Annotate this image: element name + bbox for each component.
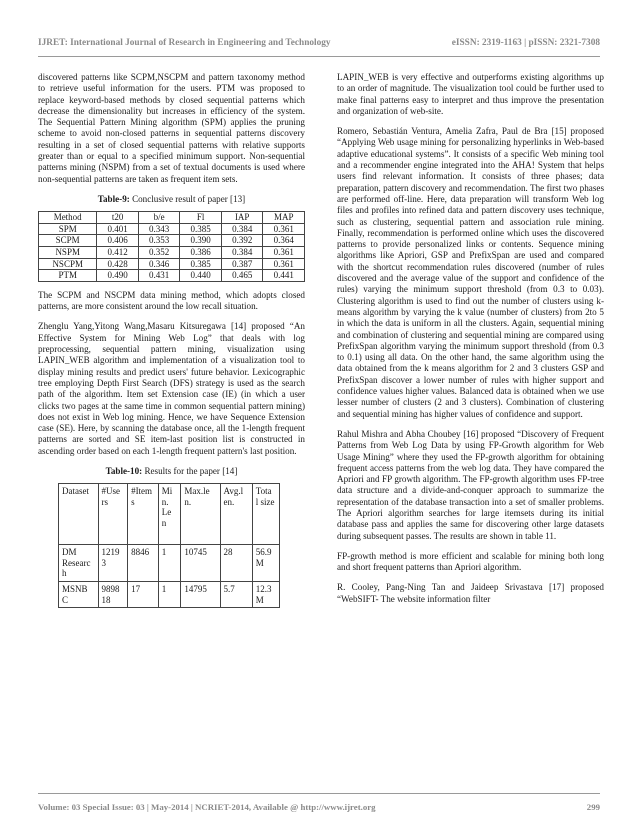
table-cell: 0.412	[97, 247, 139, 259]
table-cell: NSCPM	[39, 258, 97, 270]
table-cell: PTM	[39, 270, 97, 282]
table-cell: 0.361	[263, 223, 305, 235]
left-paragraph-1: discovered patterns like SCPM,NSCPM and pattern taxonomy method to retrieve useful information for the users. PTM was proposed to replace keyword-based methods by closed sequential patterns which decrease the dimensionality but increases in efficiency of the system. The Sequential Pattern Mining algorithm (SPM) applies the pruning scheme to avoid non-closed patterns in sequential patterns discovery resulting in a set of closed sequential patterns with relative supports greater than or equal to a specified minimum support. Non-sequential patterns mining (NSPM) from a set of textual documents is used where non-sequential patterns are taken as frequent item sets.	[38, 72, 305, 184]
right-column	[337, 72, 604, 614]
table-cell: 0.440	[180, 270, 222, 282]
table-cell: 8846	[128, 545, 159, 582]
table-cell: 0.390	[180, 235, 222, 247]
table-cell: 0.361	[263, 258, 305, 270]
table-9-caption-text: Conclusive result of paper [13]	[129, 193, 246, 204]
table-cell: 0.465	[221, 270, 263, 282]
table-cell: 0.441	[263, 270, 305, 282]
table-cell: 1	[158, 545, 181, 582]
table-cell: 0.352	[138, 247, 180, 259]
table-cell: 0.353	[138, 235, 180, 247]
table-cell: 0.364	[263, 235, 305, 247]
table-row	[59, 582, 280, 608]
table-cell: 0.346	[138, 258, 180, 270]
table-10-caption-label: Table-10:	[105, 465, 143, 476]
table-cell: 0.401	[97, 223, 139, 235]
table-cell: MSNB C	[59, 582, 99, 608]
table-10-caption-text: Results for the paper [14]	[142, 465, 238, 476]
table-header-cell: Dataset	[59, 484, 99, 545]
table-cell: 0.385	[180, 258, 222, 270]
page-footer	[38, 802, 600, 812]
left-column	[38, 72, 305, 608]
table-cell: 9898 18	[98, 582, 128, 608]
table-cell: 5.7	[220, 582, 252, 608]
left-paragraph-2: The SCPM and NSCPM data mining method, which adopts closed patterns, are more consistent around the low recall situation.	[38, 289, 305, 312]
table-cell: DM Researc h	[59, 545, 99, 582]
table-header-cell: MAP	[263, 212, 305, 224]
table-header-cell: t20	[97, 212, 139, 224]
journal-title: IJRET: International Journal of Research in Engineering and Technology	[38, 38, 331, 48]
table-cell: 10745	[181, 545, 220, 582]
table-cell: 1	[158, 582, 181, 608]
table-10	[58, 483, 280, 608]
table-9-caption	[38, 194, 305, 205]
table-cell: 0.431	[138, 270, 180, 282]
table-cell: 0.361	[263, 247, 305, 259]
header-rule	[38, 56, 600, 57]
table-cell: 17	[128, 582, 159, 608]
table-header-row	[59, 484, 280, 545]
table-header-cell: b/e	[138, 212, 180, 224]
left-paragraph-3: Zhenglu Yang,Yitong Wang,Masaru Kitsuregawa [14] proposed “An Effective System for Mining Web Log” that deals with log preprocessing, sequential pattern mining, visualization using LAPIN_WEB algorithm and implementation of a visualization tool to display mining results and predict users' future behavior. Lexicographic tree employing Depth First Search (DFS) strategy is used as the search path of the algorithm. Item set Extension case (IE) (in which a user clicks two pages at the same time in common sequential pattern mining) does not exist in Web log mining. Hence, we have Sequence Extension case (SE). Here, by scanning the database once, all the 1-length frequent patterns are sorted and SE item-last position list is constructed in ascending order based on each 1-length frequent pattern's last position.	[38, 321, 305, 456]
table-header-cell: Method	[39, 212, 97, 224]
table-header-cell: Mi n. Le n	[158, 484, 181, 545]
table-cell: 28	[220, 545, 252, 582]
table-row	[39, 223, 305, 235]
table-header-cell: Avg.l en.	[220, 484, 252, 545]
table-cell: 0.384	[221, 223, 263, 235]
table-cell: 12.3 M	[252, 582, 279, 608]
table-cell: 0.385	[180, 223, 222, 235]
table-header-row	[39, 212, 305, 224]
footer-rule	[38, 793, 600, 794]
table-row	[39, 235, 305, 247]
table-row	[39, 247, 305, 259]
table-cell: 0.387	[221, 258, 263, 270]
table-cell: 0.392	[221, 235, 263, 247]
table-cell: 0.428	[97, 258, 139, 270]
table-header-cell: #Use rs	[98, 484, 128, 545]
issn: eISSN: 2319-1163 | pISSN: 2321-7308	[451, 38, 600, 48]
table-cell: 0.490	[97, 270, 139, 282]
right-paragraph-2: Romero, Sebastián Ventura, Amelia Zafra, Paul de Bra [15] proposed “Applying Web usage mining for personalizing hyperlinks in Web-based adaptive educational systems”. It consists of a specific Web mining tool and a recommender engine integrated into the AHA! System that helps users find relevant information. It consists of three phases; data preparation, pattern discovery and recommendation. The first two phases are performed off-line. Here, data preparation will transform Web log files and profiles into refined data and pattern discovery uses technique, such as clustering, sequential pattern and association rule mining. Finally, recommendation is performed online which uses the discovered patterns to provide personalized links or contents. Sequence mining algorithms like Apriori, GSP and PrefixSpan are used and compared with the shortcut recommendation rules discovered (number of rules discovered and the average value of the support and confidence of the rules) varying the minimum support threshold (from 0.3 to 0.03). Clustering algorithm is used to find out the number of clusters using k-means algorithm by varying the k value (number of clusters) from 2to 5 in which the data is uniform in all the clusters. Again, sequential mining and combination of clustering and sequential mining are compared using PrefixSpan algorithm varying the minimum support threshold (from 0.3 to 0.1) using all data. On the other hand, the same algorithm using the data obtained from the k means algorithm for 2 and 3 clusters GSP and PrefixSpan discover a lower number of rules with higher support and confidence values higher values. Balanced data is obtained when we use lesser number of clusters (2 and 3 clusters). Combination of clustering and sequential mining has higher values of confidence and support.	[337, 126, 604, 419]
page-number: 299	[586, 802, 600, 812]
table-cell: NSPM	[39, 247, 97, 259]
table-cell: 1219 3	[98, 545, 128, 582]
table-row	[59, 545, 280, 582]
table-cell: 0.343	[138, 223, 180, 235]
table-header-cell: Fl	[180, 212, 222, 224]
table-header-cell: IAP	[221, 212, 263, 224]
table-row	[39, 258, 305, 270]
table-9-caption-label: Table-9:	[97, 193, 130, 204]
table-10-caption	[38, 466, 305, 477]
right-paragraph-1: LAPIN_WEB is very effective and outperforms existing algorithms up to an order of magnitude. The visualization tool could be further used to make final patterns easy to interpret and thus improve the presentation and organization of web-site.	[337, 72, 604, 116]
right-paragraph-5: R. Cooley, Pang-Ning Tan and Jaideep Srivastava [17] proposed “WebSIFT- The website information filter	[337, 582, 604, 604]
table-cell: 56.9 M	[252, 545, 279, 582]
table-header-cell: Max.le n.	[181, 484, 220, 545]
right-paragraph-4: FP-growth method is more efficient and scalable for mining both long and short frequent patterns than Apriori algorithm.	[337, 550, 604, 573]
table-cell: 0.384	[221, 247, 263, 259]
table-cell: 0.406	[97, 235, 139, 247]
table-header-cell: Tota l size	[252, 484, 279, 545]
table-9	[38, 211, 305, 282]
right-paragraph-3: Rahul Mishra and Abha Choubey [16] proposed “Discovery of Frequent Patterns from Web Log Data by using FP-Growth algorithm for Web Usage Mining” where they used the FP-growth algorithm for obtaining frequent access patterns from the web log data. They have compared the Apriori and FP growth algorithm. The FP-growth algorithm uses FP-tree data structure and a divide-and-conquer approach to summarize the representation of the database transaction into a set of smaller problems. The Apriori algorithm searches for large itemsets during its initial database pass and applies the same for discovering other large datasets during subsequent passes. The results are shown in table 11.	[337, 428, 604, 541]
table-cell: SPM	[39, 223, 97, 235]
table-cell: SCPM	[39, 235, 97, 247]
table-cell: 0.386	[180, 247, 222, 259]
table-header-cell: #Item s	[128, 484, 159, 545]
volume-info: Volume: 03 Special Issue: 03 | May-2014 | NCRIET-2014, Available @ http://www.ijret.org	[38, 802, 376, 812]
page-header	[38, 38, 600, 48]
table-cell: 14795	[181, 582, 220, 608]
table-row	[39, 270, 305, 282]
